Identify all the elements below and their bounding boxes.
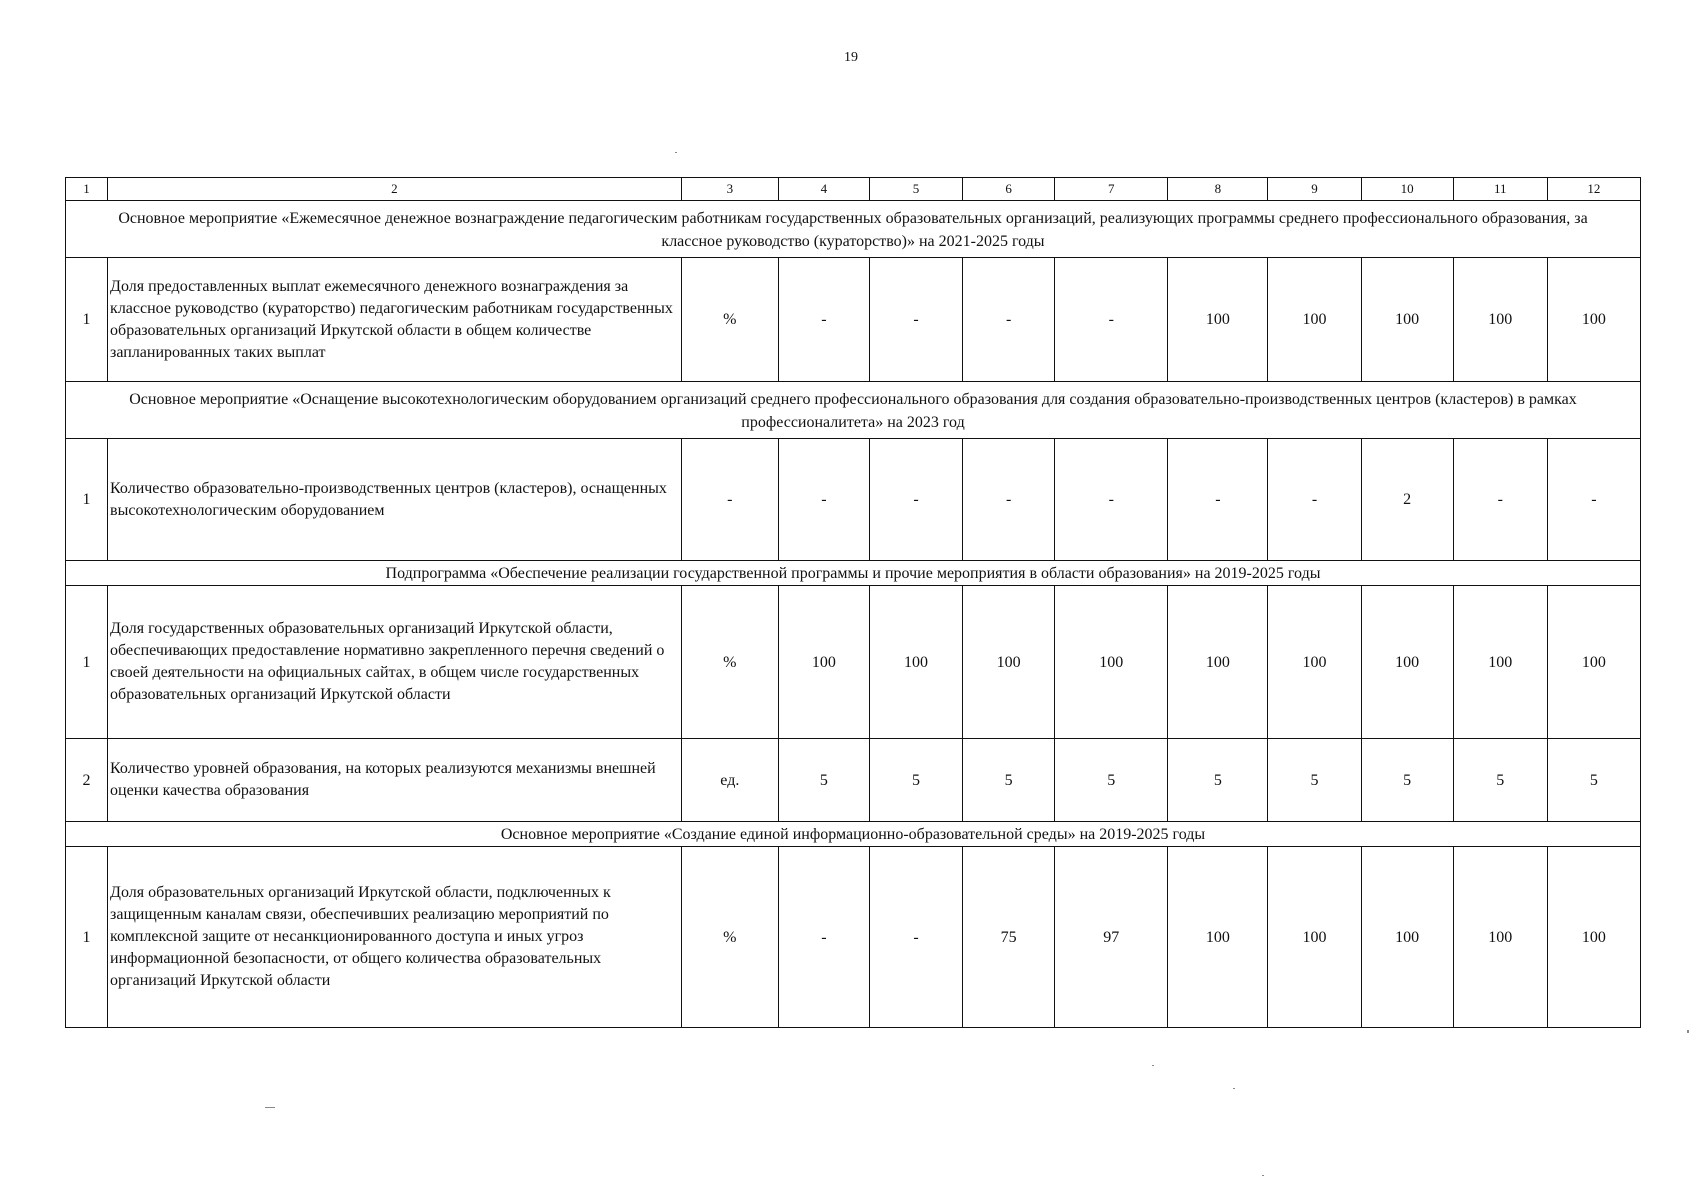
unit-cell: % [681, 847, 778, 1028]
section-title: Основное мероприятие «Ежемесячное денежное вознаграждение педагогическим работникам государственных образовательных организаций, реализующих программы среднего профессионального образования, за классное руководство (кураторство)» на 2021-2025 годы [66, 201, 1641, 258]
value-cell: 100 [1547, 847, 1640, 1028]
column-header: 4 [778, 178, 869, 201]
value-cell: 97 [1055, 847, 1168, 1028]
value-cell: 100 [1547, 258, 1640, 382]
value-cell: - [1055, 258, 1168, 382]
section-title: Основное мероприятие «Оснащение высокотехнологическим оборудованием организаций среднего профессионального образования для создания образовательно-производственных центров (кластеров) в рамках профессионалитета» на 2023 год [66, 382, 1641, 439]
unit-cell: % [681, 258, 778, 382]
value-cell: 5 [778, 739, 869, 822]
value-cell: - [1268, 439, 1361, 561]
value-cell: 100 [1453, 586, 1547, 739]
value-cell: 100 [1268, 586, 1361, 739]
indicator-description: Количество уровней образования, на которых реализуются механизмы внешней оценки качества образования [108, 739, 682, 822]
value-cell: - [963, 439, 1055, 561]
value-cell: 5 [1055, 739, 1168, 822]
value-cell: - [869, 439, 962, 561]
row-number: 2 [66, 739, 108, 822]
table-row [66, 439, 1641, 561]
column-header: 7 [1055, 178, 1168, 201]
value-cell: 100 [1055, 586, 1168, 739]
column-header: 2 [108, 178, 682, 201]
value-cell: 5 [1168, 739, 1268, 822]
value-cell: 100 [869, 586, 962, 739]
unit-cell: % [681, 586, 778, 739]
value-cell: 5 [963, 739, 1055, 822]
value-cell: 5 [1453, 739, 1547, 822]
unit-cell: - [681, 439, 778, 561]
value-cell: - [1168, 439, 1268, 561]
column-header: 6 [963, 178, 1055, 201]
value-cell: 100 [1168, 847, 1268, 1028]
value-cell: 100 [1453, 847, 1547, 1028]
row-number: 1 [66, 439, 108, 561]
value-cell: 75 [963, 847, 1055, 1028]
value-cell: 100 [1268, 847, 1361, 1028]
row-number: 1 [66, 586, 108, 739]
value-cell: 2 [1361, 439, 1453, 561]
column-header: 1 [66, 178, 108, 201]
column-number-header-row [66, 178, 1641, 201]
column-header: 10 [1361, 178, 1453, 201]
table-row [66, 258, 1641, 382]
value-cell: 100 [1361, 847, 1453, 1028]
value-cell: 5 [869, 739, 962, 822]
value-cell: - [778, 439, 869, 561]
value-cell: 100 [778, 586, 869, 739]
value-cell: 5 [1361, 739, 1453, 822]
column-header: 11 [1453, 178, 1547, 201]
value-cell: - [869, 847, 962, 1028]
unit-cell: ед. [681, 739, 778, 822]
value-cell: 100 [963, 586, 1055, 739]
value-cell: 100 [1547, 586, 1640, 739]
section-header-row [66, 822, 1641, 847]
section-title: Подпрограмма «Обеспечение реализации государственной программы и прочие мероприятия в области образования» на 2019-2025 годы [66, 561, 1641, 586]
value-cell: 5 [1547, 739, 1640, 822]
column-header: 5 [869, 178, 962, 201]
value-cell: 100 [1268, 258, 1361, 382]
table-row [66, 847, 1641, 1028]
value-cell: 100 [1361, 586, 1453, 739]
row-number: 1 [66, 258, 108, 382]
indicator-description: Доля образовательных организаций Иркутской области, подключенных к защищенным каналам связи, обеспечивших реализацию мероприятий по комплексной защите от несанкционированного доступа и иных угроз информационной безопасности, от общего количества образовательных организаций Иркутской области [108, 847, 682, 1028]
value-cell: 100 [1168, 586, 1268, 739]
value-cell: - [869, 258, 962, 382]
indicators-table [65, 177, 1641, 1028]
value-cell: - [1547, 439, 1640, 561]
value-cell: - [1055, 439, 1168, 561]
value-cell: - [1453, 439, 1547, 561]
value-cell: - [963, 258, 1055, 382]
column-header: 9 [1268, 178, 1361, 201]
value-cell: 100 [1453, 258, 1547, 382]
table-row [66, 586, 1641, 739]
page-number: 19 [844, 50, 858, 65]
column-header: 8 [1168, 178, 1268, 201]
section-header-row [66, 561, 1641, 586]
value-cell: 100 [1361, 258, 1453, 382]
indicator-description: Доля государственных образовательных организаций Иркутской области, обеспечивающих предоставление нормативно закрепленного перечня сведений о своей деятельности на официальных сайтах, в общем числе государственных образовательных организаций Иркутской области [108, 586, 682, 739]
value-cell: - [778, 258, 869, 382]
indicator-description: Доля предоставленных выплат ежемесячного денежного вознаграждения за классное руководство (кураторство) педагогическим работникам государственных образовательных организаций Иркутской области в общем количестве запланированных таких выплат [108, 258, 682, 382]
row-number: 1 [66, 847, 108, 1028]
column-header: 3 [681, 178, 778, 201]
section-header-row [66, 201, 1641, 258]
section-title: Основное мероприятие «Создание единой информационно-образовательной среды» на 2019-2025 годы [66, 822, 1641, 847]
value-cell: - [778, 847, 869, 1028]
value-cell: 100 [1168, 258, 1268, 382]
section-header-row [66, 382, 1641, 439]
column-header: 12 [1547, 178, 1640, 201]
value-cell: 5 [1268, 739, 1361, 822]
table-row [66, 739, 1641, 822]
indicator-description: Количество образовательно-производственных центров (кластеров), оснащенных высокотехнологическим оборудованием [108, 439, 682, 561]
